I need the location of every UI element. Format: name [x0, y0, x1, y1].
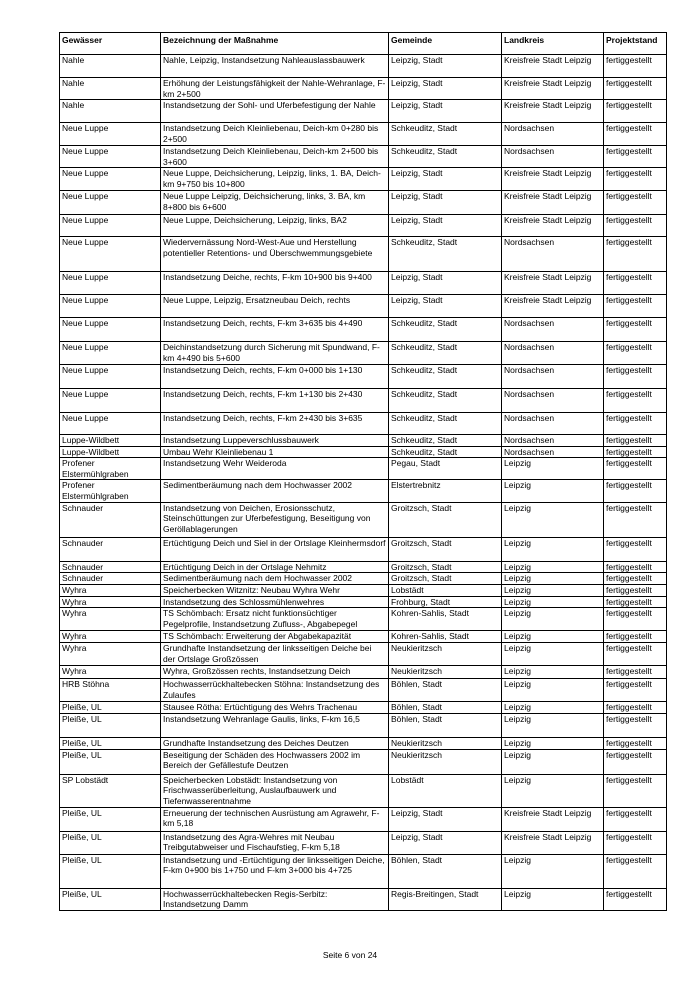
cell-bezeichnung: Nahle, Leipzig, Instandsetzung Nahleauslassbauwerk — [161, 55, 389, 78]
cell-gemeinde: Leipzig, Stadt — [389, 191, 502, 215]
cell-gewaesser: Neue Luppe — [60, 272, 161, 295]
table-row — [60, 480, 667, 502]
cell-bezeichnung: Instandsetzung Deiche, rechts, F-km 10+900 bis 9+400 — [161, 272, 389, 295]
table-row — [60, 146, 667, 168]
cell-bezeichnung: Beseitigung der Schäden des Hochwassers 2002 im Bereich der Gefällestufe Deutzen — [161, 749, 389, 774]
cell-landkreis: Leipzig — [502, 480, 604, 502]
cell-bezeichnung: Instandsetzung von Deichen, Erosionsschutz, Steinschüttungen zur Uferbefestigung, Beseitigung von Geröllablagerungen — [161, 502, 389, 537]
cell-gemeinde: Neukieritzsch — [389, 642, 502, 665]
cell-gemeinde: Leipzig, Stadt — [389, 100, 502, 123]
cell-gewaesser: Pleiße, UL — [60, 737, 161, 749]
cell-projektstand: fertiggestellt — [604, 774, 667, 807]
cell-gemeinde: Schkeuditz, Stadt — [389, 446, 502, 458]
cell-bezeichnung: Neue Luppe, Deichsicherung, Leipzig, links, 1. BA, Deich-km 9+750 bis 10+800 — [161, 168, 389, 191]
cell-projektstand: fertiggestellt — [604, 573, 667, 585]
cell-bezeichnung: Neue Luppe, Deichsicherung, Leipzig, links, BA2 — [161, 215, 389, 237]
cell-projektstand: fertiggestellt — [604, 807, 667, 831]
cell-gemeinde: Neukieritzsch — [389, 749, 502, 774]
cell-gewaesser: Pleiße, UL — [60, 807, 161, 831]
table-body — [60, 55, 667, 911]
cell-projektstand: fertiggestellt — [604, 191, 667, 215]
cell-gewaesser: Neue Luppe — [60, 342, 161, 364]
header-projektstand: Projektstand — [604, 33, 667, 55]
cell-gemeinde: Regis-Breitingen, Stadt — [389, 888, 502, 910]
cell-gemeinde: Leipzig, Stadt — [389, 168, 502, 191]
cell-gemeinde: Schkeuditz, Stadt — [389, 364, 502, 388]
cell-gemeinde: Neukieritzsch — [389, 737, 502, 749]
table-row — [60, 701, 667, 713]
cell-landkreis: Nordsachsen — [502, 342, 604, 364]
cell-landkreis: Leipzig — [502, 561, 604, 573]
cell-landkreis: Nordsachsen — [502, 318, 604, 342]
cell-gemeinde: Leipzig, Stadt — [389, 215, 502, 237]
cell-bezeichnung: Ertüchtigung Deich in der Ortslage Nehmitz — [161, 561, 389, 573]
cell-gewaesser: Pleiße, UL — [60, 713, 161, 737]
cell-gemeinde: Schkeuditz, Stadt — [389, 434, 502, 446]
cell-projektstand: fertiggestellt — [604, 631, 667, 643]
header-gemeinde: Gemeinde — [389, 33, 502, 55]
cell-projektstand: fertiggestellt — [604, 364, 667, 388]
cell-gewaesser: Wyhra — [60, 596, 161, 608]
cell-projektstand: fertiggestellt — [604, 596, 667, 608]
table-header-row — [60, 33, 667, 55]
cell-landkreis: Kreisfreie Stadt Leipzig — [502, 272, 604, 295]
cell-landkreis: Leipzig — [502, 642, 604, 665]
cell-bezeichnung: Instandsetzung Wehr Weideroda — [161, 458, 389, 480]
cell-landkreis: Kreisfreie Stadt Leipzig — [502, 100, 604, 123]
cell-landkreis: Nordsachsen — [502, 364, 604, 388]
cell-landkreis: Nordsachsen — [502, 237, 604, 272]
cell-projektstand: fertiggestellt — [604, 678, 667, 701]
cell-gewaesser: Neue Luppe — [60, 215, 161, 237]
cell-gemeinde: Pegau, Stadt — [389, 458, 502, 480]
table-row — [60, 100, 667, 123]
cell-bezeichnung: Wyhra, Großzössen rechts, Instandsetzung Deich — [161, 665, 389, 678]
cell-bezeichnung: Instandsetzung und -Ertüchtigung der linksseitigen Deiche, F-km 0+900 bis 1+750 und F-km 3+000 bis 4+725 — [161, 854, 389, 888]
cell-projektstand: fertiggestellt — [604, 737, 667, 749]
cell-projektstand: fertiggestellt — [604, 480, 667, 502]
cell-bezeichnung: Erhöhung der Leistungsfähigkeit der Nahle-Wehranlage, F-km 2+500 — [161, 78, 389, 100]
cell-gewaesser: Schnauder — [60, 537, 161, 561]
cell-gemeinde: Groitzsch, Stadt — [389, 502, 502, 537]
cell-landkreis: Leipzig — [502, 585, 604, 597]
cell-gewaesser: Neue Luppe — [60, 146, 161, 168]
cell-projektstand: fertiggestellt — [604, 854, 667, 888]
cell-gemeinde: Kohren-Sahlis, Stadt — [389, 608, 502, 631]
cell-gewaesser: Pleiße, UL — [60, 749, 161, 774]
cell-projektstand: fertiggestellt — [604, 585, 667, 597]
cell-landkreis: Leipzig — [502, 854, 604, 888]
cell-landkreis: Nordsachsen — [502, 412, 604, 434]
cell-gewaesser: Neue Luppe — [60, 318, 161, 342]
cell-projektstand: fertiggestellt — [604, 446, 667, 458]
cell-projektstand: fertiggestellt — [604, 502, 667, 537]
cell-landkreis: Leipzig — [502, 537, 604, 561]
table-row — [60, 215, 667, 237]
cell-gemeinde: Elstertrebnitz — [389, 480, 502, 502]
cell-gewaesser: Schnauder — [60, 573, 161, 585]
cell-landkreis: Leipzig — [502, 701, 604, 713]
cell-projektstand: fertiggestellt — [604, 55, 667, 78]
header-landkreis: Landkreis — [502, 33, 604, 55]
cell-landkreis: Nordsachsen — [502, 434, 604, 446]
cell-bezeichnung: Grundhafte Instandsetzung des Deiches Deutzen — [161, 737, 389, 749]
cell-landkreis: Leipzig — [502, 665, 604, 678]
cell-gemeinde: Leipzig, Stadt — [389, 831, 502, 854]
cell-gemeinde: Leipzig, Stadt — [389, 295, 502, 318]
cell-bezeichnung: Neue Luppe Leipzig, Deichsicherung, links, 3. BA, km 8+800 bis 6+600 — [161, 191, 389, 215]
cell-bezeichnung: Instandsetzung Deich, rechts, F-km 3+635 bis 4+490 — [161, 318, 389, 342]
cell-gemeinde: Groitzsch, Stadt — [389, 537, 502, 561]
cell-gemeinde: Schkeuditz, Stadt — [389, 318, 502, 342]
cell-bezeichnung: Instandsetzung Deich Kleinliebenau, Deich-km 0+280 bis 2+500 — [161, 123, 389, 146]
cell-bezeichnung: Instandsetzung Deich, rechts, F-km 0+000 bis 1+130 — [161, 364, 389, 388]
cell-projektstand: fertiggestellt — [604, 78, 667, 100]
cell-bezeichnung: TS Schömbach: Ersatz nicht funktionsüchtiger Pegelprofile, Instandsetzung Zufluss-, Abgabepegel — [161, 608, 389, 631]
cell-landkreis: Leipzig — [502, 749, 604, 774]
cell-bezeichnung: Instandsetzung Wehranlage Gaulis, links, F-km 16,5 — [161, 713, 389, 737]
cell-projektstand: fertiggestellt — [604, 146, 667, 168]
table-row — [60, 318, 667, 342]
cell-gemeinde: Leipzig, Stadt — [389, 78, 502, 100]
cell-bezeichnung: Ertüchtigung Deich und Siel in der Ortslage Kleinhermsdorf — [161, 537, 389, 561]
cell-gemeinde: Neukieritzsch — [389, 665, 502, 678]
table-row — [60, 446, 667, 458]
table-row — [60, 388, 667, 412]
cell-gewaesser: Luppe-Wildbett — [60, 446, 161, 458]
cell-gewaesser: Schnauder — [60, 561, 161, 573]
cell-projektstand: fertiggestellt — [604, 388, 667, 412]
cell-projektstand: fertiggestellt — [604, 237, 667, 272]
cell-gemeinde: Leipzig, Stadt — [389, 807, 502, 831]
cell-gemeinde: Schkeuditz, Stadt — [389, 388, 502, 412]
cell-projektstand: fertiggestellt — [604, 888, 667, 910]
cell-bezeichnung: Instandsetzung Deich, rechts, F-km 1+130 bis 2+430 — [161, 388, 389, 412]
cell-projektstand: fertiggestellt — [604, 123, 667, 146]
table-row — [60, 237, 667, 272]
cell-gewaesser: Neue Luppe — [60, 295, 161, 318]
table-row — [60, 78, 667, 100]
cell-bezeichnung: Grundhafte Instandsetzung der linksseitigen Deiche bei der Ortslage Großzössen — [161, 642, 389, 665]
cell-bezeichnung: Erneuerung der technischen Ausrüstung am Agrawehr, F-km 5,18 — [161, 807, 389, 831]
cell-bezeichnung: Hochwasserrückhaltebecken Regis-Serbitz: Instandsetzung Damm — [161, 888, 389, 910]
cell-gewaesser: Profener Elstermühlgraben — [60, 458, 161, 480]
cell-landkreis: Nordsachsen — [502, 446, 604, 458]
cell-bezeichnung: Umbau Wehr Kleinliebenau 1 — [161, 446, 389, 458]
cell-projektstand: fertiggestellt — [604, 318, 667, 342]
cell-gewaesser: Nahle — [60, 78, 161, 100]
cell-bezeichnung: Stausee Rötha: Ertüchtigung des Wehrs Trachenau — [161, 701, 389, 713]
cell-gewaesser: Neue Luppe — [60, 412, 161, 434]
cell-projektstand: fertiggestellt — [604, 168, 667, 191]
cell-bezeichnung: Wiedervernässung Nord-West-Aue und Herstellung potentieller Retentions- und Überschwemmungsgebiete — [161, 237, 389, 272]
cell-gemeinde: Frohburg, Stadt — [389, 596, 502, 608]
cell-gewaesser: Pleiße, UL — [60, 854, 161, 888]
cell-projektstand: fertiggestellt — [604, 412, 667, 434]
cell-landkreis: Leipzig — [502, 502, 604, 537]
cell-gemeinde: Lobstädt — [389, 585, 502, 597]
table-row — [60, 807, 667, 831]
cell-landkreis: Nordsachsen — [502, 146, 604, 168]
table-row — [60, 573, 667, 585]
header-gewaesser: Gewässer — [60, 33, 161, 55]
table-row — [60, 342, 667, 364]
table-row — [60, 458, 667, 480]
cell-bezeichnung: Deichinstandsetzung durch Sicherung mit Spundwand, F- km 4+490 bis 5+600 — [161, 342, 389, 364]
cell-bezeichnung: Speicherbecken Witznitz: Neubau Wyhra Wehr — [161, 585, 389, 597]
cell-landkreis: Kreisfreie Stadt Leipzig — [502, 215, 604, 237]
cell-bezeichnung: Instandsetzung des Schlossmühlenwehres — [161, 596, 389, 608]
cell-projektstand: fertiggestellt — [604, 458, 667, 480]
cell-bezeichnung: Instandsetzung des Agra-Wehres mit Neubau Treibgutabweiser und Fischaufstieg, F-km 5,18 — [161, 831, 389, 854]
cell-landkreis: Leipzig — [502, 573, 604, 585]
table-row — [60, 191, 667, 215]
cell-gewaesser: Nahle — [60, 100, 161, 123]
cell-bezeichnung: TS Schömbach: Erweiterung der Abgabekapazität — [161, 631, 389, 643]
cell-bezeichnung: Neue Luppe, Leipzig, Ersatzneubau Deich, rechts — [161, 295, 389, 318]
cell-projektstand: fertiggestellt — [604, 272, 667, 295]
cell-projektstand: fertiggestellt — [604, 701, 667, 713]
cell-bezeichnung: Instandsetzung Deich Kleinliebenau, Deich-km 2+500 bis 3+600 — [161, 146, 389, 168]
cell-gemeinde: Böhlen, Stadt — [389, 713, 502, 737]
table-row — [60, 412, 667, 434]
cell-gemeinde: Schkeuditz, Stadt — [389, 146, 502, 168]
page-number: Seite 6 von 24 — [322, 950, 378, 960]
table-row — [60, 502, 667, 537]
document-page — [59, 32, 666, 911]
cell-landkreis: Leipzig — [502, 774, 604, 807]
cell-landkreis: Kreisfreie Stadt Leipzig — [502, 191, 604, 215]
cell-landkreis: Kreisfreie Stadt Leipzig — [502, 807, 604, 831]
cell-gewaesser: HRB Stöhna — [60, 678, 161, 701]
cell-gewaesser: Neue Luppe — [60, 388, 161, 412]
cell-landkreis: Kreisfreie Stadt Leipzig — [502, 78, 604, 100]
cell-gewaesser: Luppe-Wildbett — [60, 434, 161, 446]
cell-gewaesser: Wyhra — [60, 585, 161, 597]
table-row — [60, 55, 667, 78]
cell-landkreis: Nordsachsen — [502, 123, 604, 146]
table-row — [60, 596, 667, 608]
table-row — [60, 631, 667, 643]
cell-gemeinde: Lobstädt — [389, 774, 502, 807]
cell-landkreis: Leipzig — [502, 608, 604, 631]
table-row — [60, 737, 667, 749]
cell-projektstand: fertiggestellt — [604, 215, 667, 237]
measures-table — [59, 32, 667, 911]
cell-bezeichnung: Instandsetzung Luppeverschlussbauwerk — [161, 434, 389, 446]
cell-gewaesser: Pleiße, UL — [60, 701, 161, 713]
cell-gemeinde: Schkeuditz, Stadt — [389, 342, 502, 364]
cell-landkreis: Kreisfreie Stadt Leipzig — [502, 55, 604, 78]
table-row — [60, 642, 667, 665]
cell-gemeinde: Schkeuditz, Stadt — [389, 123, 502, 146]
cell-projektstand: fertiggestellt — [604, 295, 667, 318]
cell-landkreis: Leipzig — [502, 631, 604, 643]
cell-projektstand: fertiggestellt — [604, 342, 667, 364]
cell-landkreis: Leipzig — [502, 458, 604, 480]
table-row — [60, 434, 667, 446]
cell-projektstand: fertiggestellt — [604, 561, 667, 573]
cell-gewaesser: Wyhra — [60, 631, 161, 643]
cell-gewaesser: Neue Luppe — [60, 168, 161, 191]
table-row — [60, 561, 667, 573]
table-row — [60, 774, 667, 807]
cell-gewaesser: SP Lobstädt — [60, 774, 161, 807]
table-row — [60, 888, 667, 910]
cell-gemeinde: Schkeuditz, Stadt — [389, 237, 502, 272]
table-row — [60, 272, 667, 295]
cell-projektstand: fertiggestellt — [604, 749, 667, 774]
cell-gemeinde: Schkeuditz, Stadt — [389, 412, 502, 434]
table-row — [60, 537, 667, 561]
cell-gewaesser: Nahle — [60, 55, 161, 78]
cell-gewaesser: Neue Luppe — [60, 364, 161, 388]
cell-gewaesser: Profener Elstermühlgraben — [60, 480, 161, 502]
cell-landkreis: Leipzig — [502, 596, 604, 608]
table-row — [60, 749, 667, 774]
table-row — [60, 608, 667, 631]
cell-landkreis: Nordsachsen — [502, 388, 604, 412]
cell-gewaesser: Neue Luppe — [60, 191, 161, 215]
cell-gewaesser: Neue Luppe — [60, 123, 161, 146]
cell-gewaesser: Schnauder — [60, 502, 161, 537]
cell-projektstand: fertiggestellt — [604, 642, 667, 665]
cell-gewaesser: Pleiße, UL — [60, 831, 161, 854]
table-row — [60, 585, 667, 597]
cell-landkreis: Leipzig — [502, 713, 604, 737]
cell-gemeinde: Böhlen, Stadt — [389, 854, 502, 888]
cell-projektstand: fertiggestellt — [604, 608, 667, 631]
cell-projektstand: fertiggestellt — [604, 665, 667, 678]
cell-bezeichnung: Speicherbecken Lobstädt: Instandsetzung von Frischwasserüberleitung, Auslaufbauwerk und Tiefenwasserentnahme — [161, 774, 389, 807]
cell-landkreis: Leipzig — [502, 888, 604, 910]
table-row — [60, 678, 667, 701]
table-row — [60, 665, 667, 678]
cell-bezeichnung: Hochwasserrückhaltebecken Stöhna: Instandsetzung des Zulaufes — [161, 678, 389, 701]
cell-gemeinde: Groitzsch, Stadt — [389, 561, 502, 573]
table-row — [60, 295, 667, 318]
cell-projektstand: fertiggestellt — [604, 100, 667, 123]
cell-bezeichnung: Sedimentberäumung nach dem Hochwasser 2002 — [161, 573, 389, 585]
cell-projektstand: fertiggestellt — [604, 537, 667, 561]
cell-gewaesser: Pleiße, UL — [60, 888, 161, 910]
cell-gewaesser: Wyhra — [60, 608, 161, 631]
cell-bezeichnung: Instandsetzung der Sohl- und Uferbefestigung der Nahle — [161, 100, 389, 123]
cell-gewaesser: Wyhra — [60, 642, 161, 665]
cell-gemeinde: Leipzig, Stadt — [389, 55, 502, 78]
table-row — [60, 123, 667, 146]
cell-bezeichnung: Sedimentberäumung nach dem Hochwasser 2002 — [161, 480, 389, 502]
cell-landkreis: Kreisfreie Stadt Leipzig — [502, 831, 604, 854]
cell-gewaesser: Neue Luppe — [60, 237, 161, 272]
cell-gemeinde: Leipzig, Stadt — [389, 272, 502, 295]
table-row — [60, 854, 667, 888]
cell-landkreis: Kreisfreie Stadt Leipzig — [502, 295, 604, 318]
cell-bezeichnung: Instandsetzung Deich, rechts, F-km 2+430 bis 3+635 — [161, 412, 389, 434]
cell-gemeinde: Groitzsch, Stadt — [389, 573, 502, 585]
cell-landkreis: Leipzig — [502, 737, 604, 749]
table-row — [60, 168, 667, 191]
cell-gemeinde: Böhlen, Stadt — [389, 678, 502, 701]
cell-landkreis: Leipzig — [502, 678, 604, 701]
cell-projektstand: fertiggestellt — [604, 831, 667, 854]
table-row — [60, 713, 667, 737]
table-row — [60, 831, 667, 854]
cell-gewaesser: Wyhra — [60, 665, 161, 678]
header-bezeichnung: Bezeichnung der Maßnahme — [161, 33, 389, 55]
cell-projektstand: fertiggestellt — [604, 713, 667, 737]
cell-landkreis: Kreisfreie Stadt Leipzig — [502, 168, 604, 191]
cell-gemeinde: Kohren-Sahlis, Stadt — [389, 631, 502, 643]
cell-projektstand: fertiggestellt — [604, 434, 667, 446]
cell-gemeinde: Böhlen, Stadt — [389, 701, 502, 713]
table-row — [60, 364, 667, 388]
